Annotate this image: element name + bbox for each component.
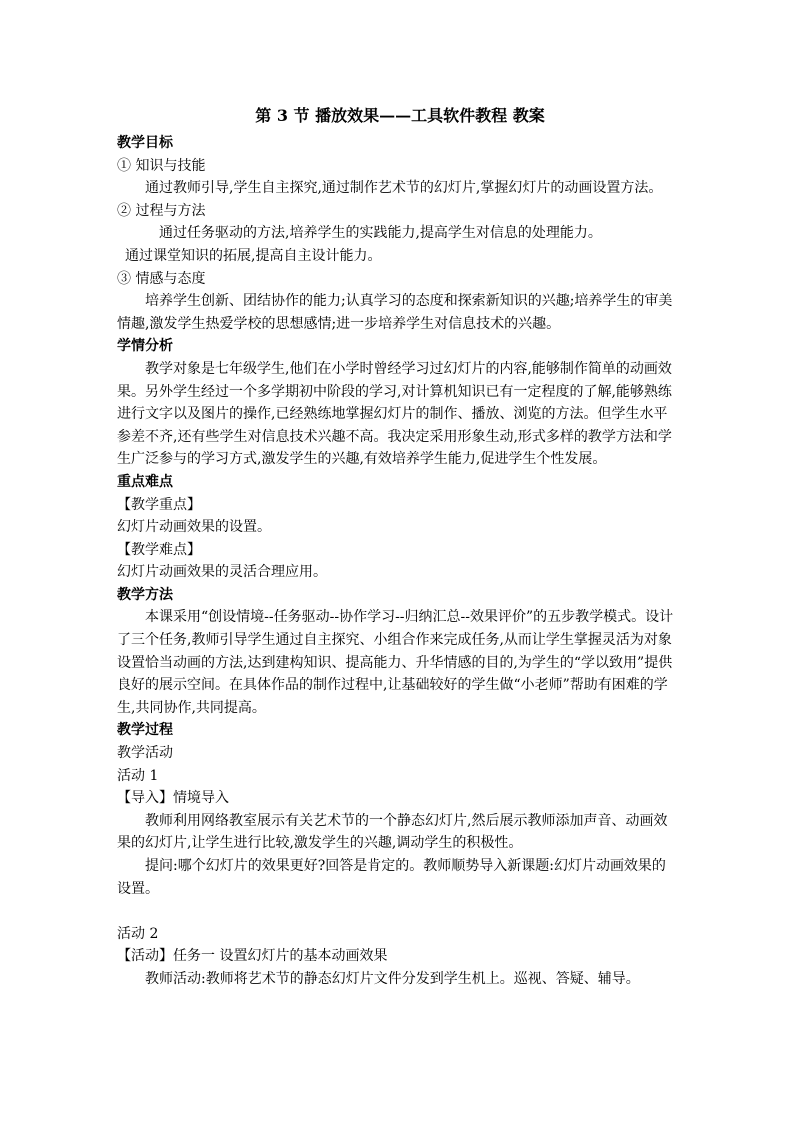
- objective-1-text: 通过教师引导,学生自主探究,通过制作艺术节的幻灯片,掌握幻灯片的动画设置方法。: [145, 180, 663, 197]
- activity-1-intro: 【导入】情境导入: [117, 790, 229, 807]
- activity-2-label: 活动 2: [117, 925, 159, 942]
- objective-2-text: 通过任务驱动的方法,培养学生的实践能力,提高学生对信息的处理能力。: [159, 225, 602, 242]
- difficulty-text: 幻灯片动画效果的灵活合理应用。: [117, 564, 327, 581]
- document-page: [117, 104, 677, 991]
- method-text: 本课采用“创设情境--任务驱动--协作学习--归纳汇总--效果评价”的五步教学模式。设计了三个任务,教师引导学生通过自主探究、小组合作来完成任务,从而让学生掌握灵活为对象设置恰当动画的方法,达到建构知识、提高能力、升华情感的目的,为学生的“学以致用”提供良好的展示空间。在具体作品的制作过程中,让基础较好的学生做“小老师”帮助有困难的学生,共同协作,共同提高。: [117, 609, 674, 716]
- objective-3-text: 培养学生创新、团结协作的能力;认真学习的态度和探索新知识的兴趣;培养学生的审美情趣,激发学生热爱学校的思想感情;进一步培养学生对信息技术的兴趣。: [117, 293, 673, 332]
- heading-analysis: 学情分析: [117, 338, 173, 355]
- activity-2-intro: 【活动】任务一 设置幻灯片的基本动画效果: [117, 948, 388, 965]
- heading-process: 教学过程: [117, 722, 173, 739]
- heading-objectives: 教学目标: [117, 135, 173, 151]
- analysis-text: 教学对象是七年级学生,他们在小学时曾经学习过幻灯片的内容,能够制作简单的动画效果。另外学生经过一个多学期初中阶段的学习,对计算机知识已有一定程度的了解,能够熟练进行文字以及图片的操作,已经熟练地掌握幻灯片的制作、播放、浏览的方法。但学生水平参差不齐,还有些学生对信息技术兴趣不高。我决定采用形象生动,形式多样的教学方法和学生广泛参与的学习方式,激发学生的兴趣,有效培养学生能力,促进学生个性发展。: [117, 360, 672, 468]
- blank-line: [117, 900, 677, 923]
- activities-label: 教学活动: [117, 745, 173, 762]
- document-title: 第 3 节 播放效果——工具软件教程 教案: [255, 106, 545, 125]
- objective-3-label: ③ 情感与态度: [117, 270, 206, 287]
- focus-text: 幻灯片动画效果的设置。: [117, 519, 271, 536]
- focus-label: 【教学重点】: [117, 496, 201, 513]
- difficulty-label: 【教学难点】: [117, 541, 201, 558]
- objective-2-label: ② 过程与方法: [117, 202, 206, 219]
- heading-key-points: 重点难点: [117, 473, 173, 490]
- objective-1-label: ① 知识与技能: [117, 157, 206, 174]
- activity-2-text: 教师活动:教师将艺术节的静态幻灯片文件分发到学生机上。巡视、答疑、辅导。: [145, 970, 640, 987]
- heading-method: 教学方法: [117, 586, 173, 603]
- activity-1-label: 活动 1: [117, 767, 159, 784]
- objective-2-text-b: 通过课堂知识的拓展,提高自主设计能力。: [125, 247, 382, 264]
- activity-1-text-1: 教师利用网络教室展示有关艺术节的一个静态幻灯片,然后展示教师添加声音、动画效果的幻灯片,让学生进行比较,激发学生的兴趣,调动学生的积极性。: [117, 812, 668, 852]
- activity-1-text-2: 提问:哪个幻灯片的效果更好?回答是肯定的。教师顺势导入新课题:幻灯片动画效果的设置。: [117, 858, 666, 897]
